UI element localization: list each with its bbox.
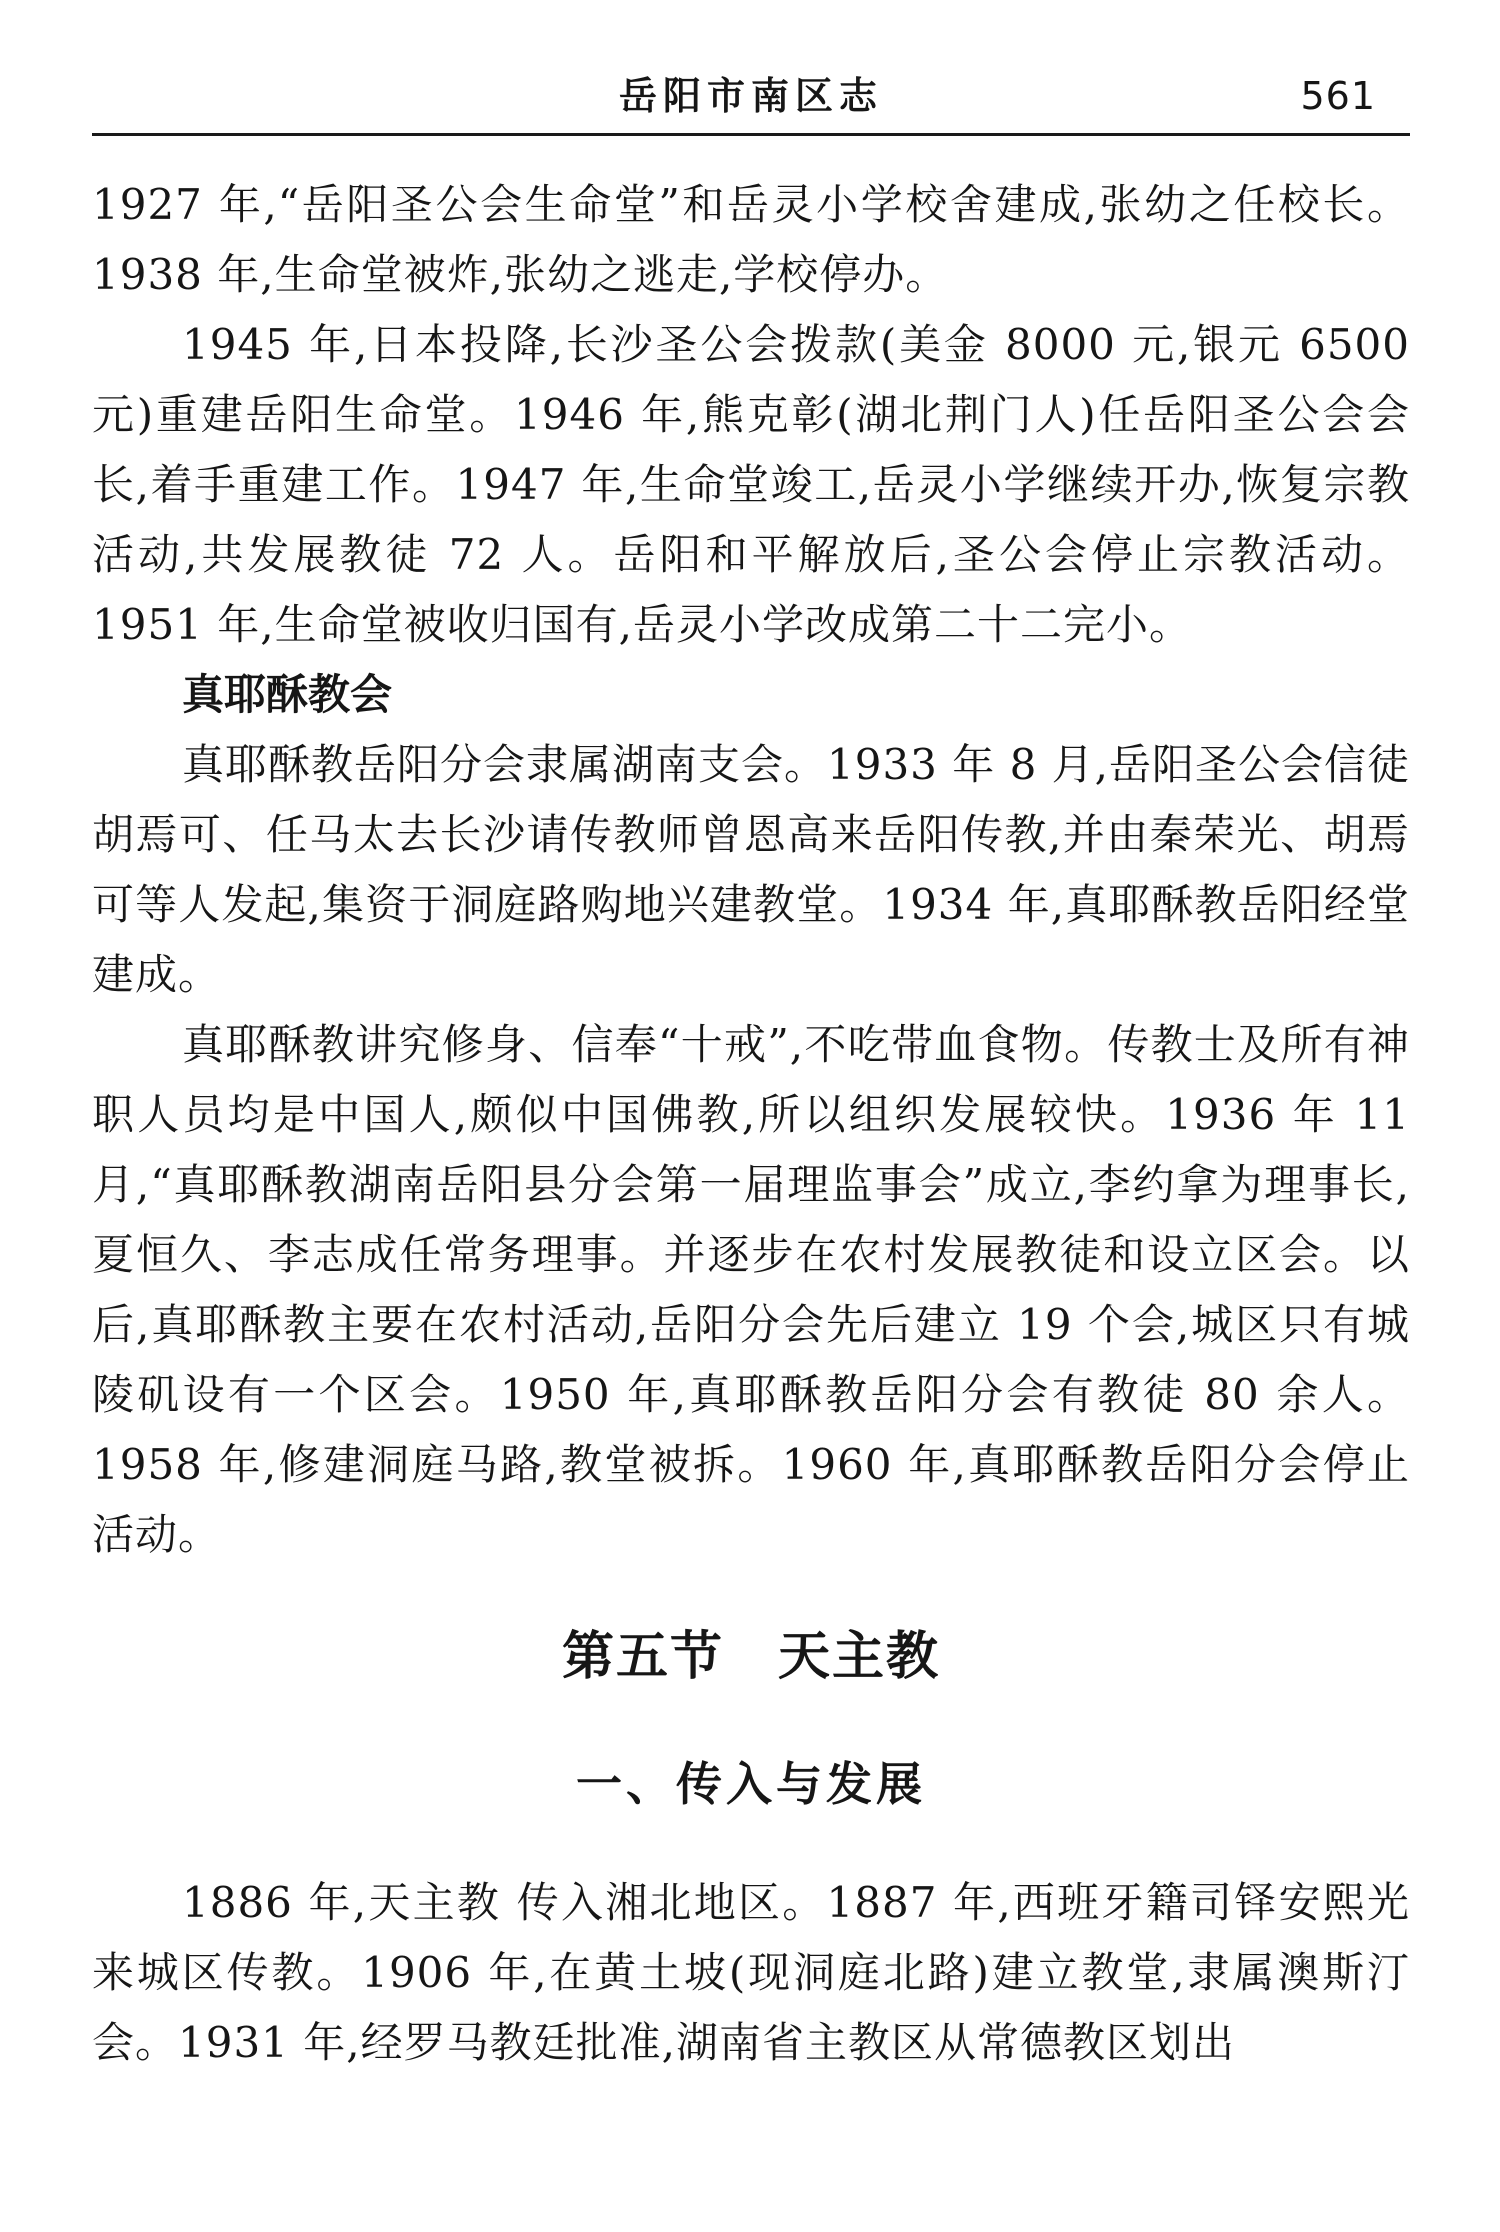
paragraph: 1886 年,天主教 传入湘北地区。1887 年,西班牙籍司铎安熙光来城区传教。1906 年,在黄土坡(现洞庭北路)建立教堂,隶属澳斯汀会。1931 年,经罗马教廷批准,湖南省主教区从常德教区划出 [92,1878,1410,2067]
page-number: 561 [1300,74,1376,118]
header-rule [92,133,1410,136]
subheading: 真耶酥教会 [182,670,393,719]
paragraph: 1927 年,“岳阳圣公会生命堂”和岳灵小学校舍建成,张幼之任校长。1938 年,生命堂被炸,张幼之逃走,学校停办。 [92,180,1410,299]
paragraph: 1945 年,日本投降,长沙圣公会拨款(美金 8000 元,银元 6500 元)重建岳阳生命堂。1946 年,熊克彰(湖北荆门人)任岳阳圣公会会长,着手重建工作。1947 年,生命堂竣工,岳灵小学继续开办,恢复宗教活动,共发展教徒 72 人。岳阳和平解放后,圣公会停止宗教活动。1951 年,生命堂被收归国有,岳灵小学改成第二十二完小。 [92,320,1410,649]
body-text [92,170,1410,2078]
running-header [92,62,1410,136]
section-title: 第五节 天主教 [561,1627,940,1687]
paragraph: 真耶酥教讲究修身、信奉“十戒”,不吃带血食物。传教士及所有神职人员均是中国人,颇似中国佛教,所以组织发展较快。1936 年 11 月,“真耶酥教湖南岳阳县分会第一届理监事会”成立,李约拿为理事长,夏恒久、李志成任常务理事。并逐步在农村发展教徒和设立区会。以后,真耶酥教主要在农村活动,岳阳分会先后建立 19 个会,城区只有城陵矶设有一个区会。1950 年,真耶酥教岳阳分会有教徒 80 余人。1958 年,修建洞庭马路,教堂被拆。1960 年,真耶酥教岳阳分会停止活动。 [92,1020,1410,1559]
paragraph: 真耶酥教岳阳分会隶属湖南支会。1933 年 8 月,岳阳圣公会信徒胡焉可、任马太去长沙请传教师曾恩高来岳阳传教,并由秦荣光、胡焉可等人发起,集资于洞庭路购地兴建教堂。1934 年,真耶酥教岳阳经堂建成。 [92,740,1411,999]
subsection-title: 一、传入与发展 [576,1757,926,1811]
book-title: 岳阳市南区志 [618,73,883,118]
